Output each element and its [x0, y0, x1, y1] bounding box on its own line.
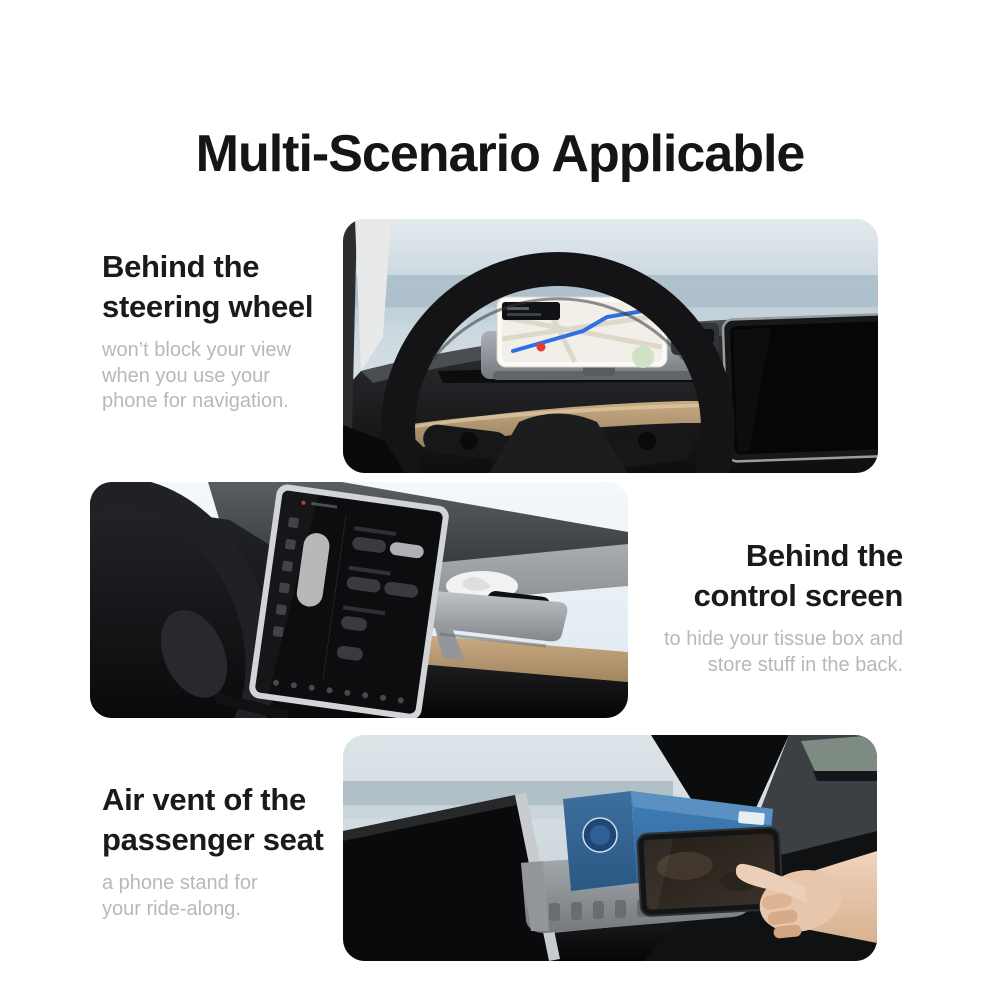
section-heading — [102, 247, 352, 327]
box-label — [738, 811, 765, 825]
heading-line: Air vent of the — [102, 782, 306, 817]
map-pin — [537, 343, 546, 352]
section-description: to hide your tissue box and store stuff in the back. — [663, 628, 903, 676]
photo-behind-steering-wheel-illustration — [343, 219, 878, 473]
photo-behind-steering-wheel — [343, 219, 878, 473]
section-steering-wheel-text — [102, 247, 352, 415]
section-heading — [102, 780, 362, 860]
photo-passenger-seat — [343, 735, 877, 961]
photo-behind-control-screen-illustration — [90, 482, 628, 718]
heading-line: control screen — [693, 578, 903, 613]
heading-line: Behind the — [102, 249, 260, 284]
heading-line: passenger seat — [102, 822, 324, 857]
heading-line: steering wheel — [102, 289, 314, 324]
control-screen — [248, 483, 450, 718]
heading-line: Behind the — [745, 538, 903, 573]
map-park — [632, 346, 654, 368]
section-description: won’t block your view when you use your phone for navigation. — [102, 339, 291, 412]
page-title: Multi-Scenario Applicable — [195, 125, 805, 183]
section-heading — [603, 536, 903, 616]
section-description: a phone stand for your ride-along. — [102, 872, 258, 920]
photo-behind-control-screen — [90, 482, 628, 718]
photo-passenger-seat-illustration — [343, 735, 877, 961]
section-control-screen-text — [603, 536, 903, 678]
control-screen — [723, 312, 878, 461]
section-air-vent-text — [102, 780, 362, 922]
